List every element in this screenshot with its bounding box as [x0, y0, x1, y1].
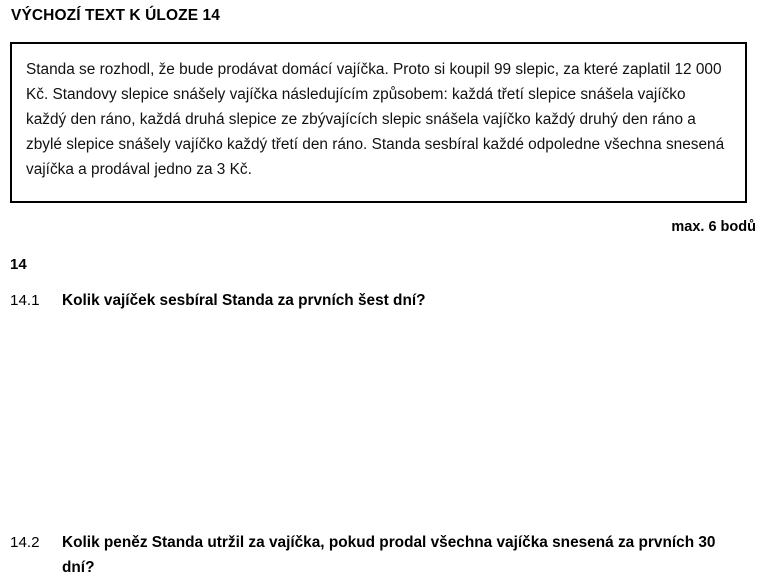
stimulus-text-box	[10, 42, 747, 203]
subtask-label: 14.1	[10, 292, 40, 309]
subtask-question: Kolik peněz Standa utržil za vajíčka, pokud prodal všechna vajíčka snesená za prvních 30 dní?	[62, 534, 716, 576]
answer-work-area-14-1[interactable]	[62, 318, 747, 518]
subtask-question: Kolik vajíček sesbíral Standa za prvních šest dní?	[62, 292, 426, 309]
max-points-note: max. 6 bodů	[671, 219, 756, 235]
section-heading: VÝCHOZÍ TEXT K ÚLOZE 14	[11, 7, 220, 24]
subtask-14-1	[10, 288, 760, 313]
subtask-14-2	[10, 530, 760, 580]
stimulus-text: Standa se rozhodl, že bude prodávat domácí vajíčka. Proto si koupil 99 slepic, za které zaplatil 12 000 Kč. Standovy slepice snášely vajíčka následujícím způsobem: každá třetí slepice snášela vajíčko každý den ráno, každá druhá slepice ze zbývajících slepic snášela vajíčko každý druhý den ráno a zbylé slepice snášely vajíčko každý třetí den ráno. Standa sesbíral každé odpoledne všechna snesená vajíčka a prodával jedno za 3 Kč.	[26, 61, 725, 178]
task-number: 14	[10, 256, 27, 273]
subtask-label: 14.2	[10, 534, 40, 551]
